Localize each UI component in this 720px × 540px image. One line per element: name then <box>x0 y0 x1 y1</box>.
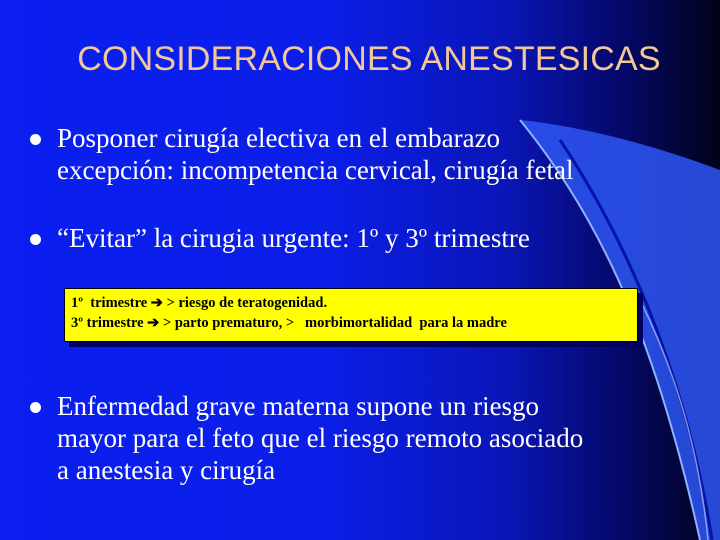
bullet-text <box>57 122 690 186</box>
bullet-dot-icon <box>30 134 41 145</box>
bullet-line: Posponer cirugía electiva en el embarazo <box>57 123 501 153</box>
bullet-line: “Evitar” la cirugia urgente: 1º y 3º trimestre <box>57 223 530 253</box>
bullet-text <box>57 222 690 254</box>
bullet-line: Enfermedad grave materna supone un riesgo <box>57 391 540 421</box>
note-box <box>64 288 638 342</box>
bullet-item <box>30 122 690 186</box>
note-line: 3º trimestre ➔ > parto prematuro, > morbimortalidad para la madre <box>71 315 507 331</box>
bullet-dot-icon <box>30 402 41 413</box>
bullet-item <box>30 222 690 254</box>
note-line: 1º trimestre ➔ > riesgo de teratogenidad. <box>71 295 328 311</box>
bullet-line: mayor para el feto que el riesgo remoto asociado <box>57 423 584 453</box>
slide-title: CONSIDERACIONES ANESTESICAS <box>77 40 661 78</box>
bullet-item <box>30 390 690 486</box>
bullet-dot-icon <box>30 234 41 245</box>
bullet-line: excepción: incompetencia cervical, cirugía fetal <box>57 155 574 185</box>
bullet-line: a anestesia y cirugía <box>57 455 276 485</box>
bullet-text <box>57 390 690 486</box>
